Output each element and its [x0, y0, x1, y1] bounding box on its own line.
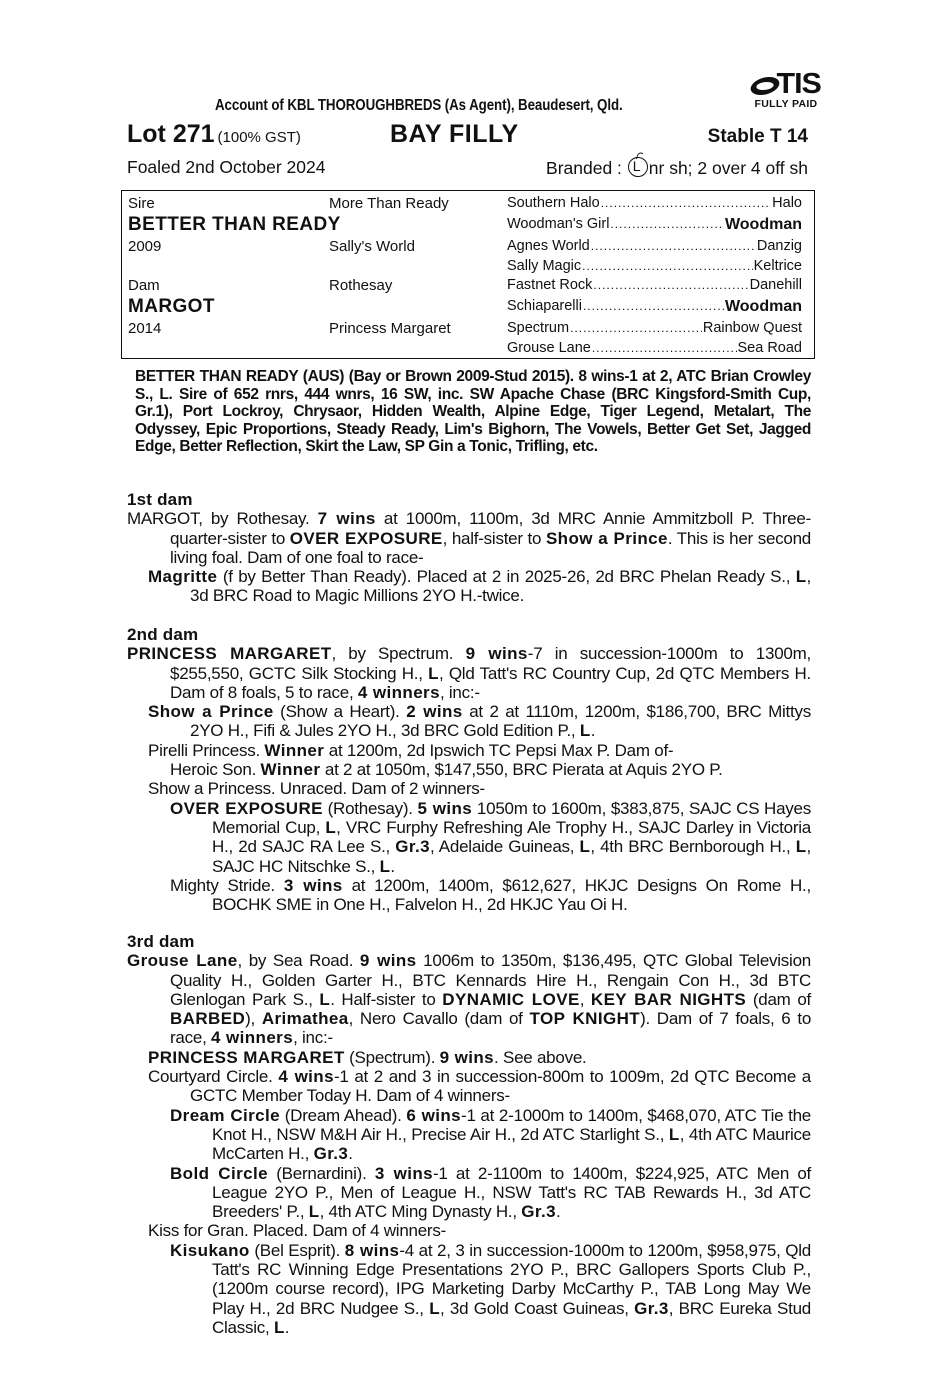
- progeny-entry: Pirelli Princess. Winner at 1200m, 2d Ipswich TC Pepsi Max P. Dam of-: [148, 740, 674, 760]
- first-dam-section: [127, 490, 811, 606]
- ancestor-sire: Danehill: [749, 277, 802, 293]
- lot-line: [127, 120, 811, 150]
- fourth-gen-row: [507, 216, 802, 234]
- fourth-gen-row: [507, 277, 802, 293]
- fourth-gen-row: [507, 238, 802, 254]
- dam-year: 2014: [128, 320, 162, 337]
- ancestor-name: Southern Halo: [507, 195, 600, 211]
- grand-progeny-entry: Dream Circle (Dream Ahead). 6 wins-1 at 2-1000m to 1400m, $468,070, ATC Tie the Knot H., NSW M&H Air H., Precise Air H., 2d ATC Starlight S., L, 4th ATC Maurice McCarten H., Gr.3.: [170, 1105, 811, 1164]
- dam-paragraph: Grouse Lane, by Sea Road. 9 wins 1006m to 1350m, $136,495, QTC Global Television Quality H., Golden Garter H., BTC Kennards Hire H., Rengain Con H., 3d BTC Glenlogan Park S., L. Half-sister to DYNAMIC LOVE, KEY BAR NIGHTS (dam of BARBED), Arimathea, Nero Cavallo (dam of TOP KNIGHT). Dam of 7 foals, 6 to race, 4 winners, inc:-: [127, 951, 812, 1048]
- sire-name: BETTER THAN READY: [128, 214, 341, 235]
- grand-progeny-entry: Heroic Son. Winner at 2 at 1050m, $147,550, BRC Pierata at Aquis 2YO P.: [170, 760, 723, 780]
- ancestor-name: Spectrum: [507, 320, 570, 336]
- progeny-entry: Kiss for Gran. Placed. Dam of 4 winners-: [148, 1221, 447, 1241]
- ancestor-sire: Danzig: [756, 238, 802, 254]
- progeny-entry: Show a Princess. Unraced. Dam of 2 winners-: [148, 779, 485, 799]
- fully-paid-label: FULLY PAID: [754, 98, 818, 110]
- ancestor-sire: Rainbow Quest: [702, 320, 802, 336]
- grand-progeny-entry: Mighty Stride. 3 wins at 1200m, 1400m, $612,627, HKJC Designs On Rome H., BOCHK SME in One H., Falvelon H., 2d HKJC Yau Oi H.: [170, 875, 811, 915]
- brand-apple-l-icon: [628, 157, 648, 177]
- fourth-gen-row: [507, 340, 802, 356]
- otis-logo: [744, 70, 828, 110]
- ancestor-name: Agnes World: [507, 238, 590, 254]
- otis-logo-mark: TIS: [751, 70, 820, 98]
- branded-label: Branded :: [546, 158, 622, 178]
- lot-label: Lot 271: [127, 120, 215, 148]
- branded-info: [546, 157, 808, 179]
- ancestor-sire: Woodman: [724, 298, 802, 315]
- section-heading: 2nd dam: [127, 625, 199, 644]
- ancestor-sire: Sea Road: [737, 340, 802, 356]
- pedigree-table: [121, 190, 815, 359]
- ancestor-name: Fastnet Rock: [507, 277, 593, 293]
- progeny-entry: Courtyard Circle. 4 wins-1 at 2 and 3 in succession-800m to 1009m, 2d QTC Become a GCTC Member Today H. Dam of 4 winners-: [148, 1067, 811, 1106]
- sire-sire: More Than Ready: [329, 195, 449, 212]
- dam-name: MARGOT: [128, 296, 215, 317]
- fourth-gen-row: [507, 298, 802, 316]
- sex-colour: BAY FILLY: [390, 120, 519, 148]
- grand-progeny-entry: OVER EXPOSURE (Rothesay). 5 wins 1050m to 1600m, $383,875, SAJC CS Hayes Memorial Cup, L, VRC Furphy Refreshing Ale Trophy H., SAJC Darley in Victoria H., 2d SAJC RA Lee S., Gr.3, Adelaide Guineas, L, 4th BRC Bernborough H., L, SAJC HC Nitschke S., L.: [170, 798, 812, 876]
- progeny-entry: Show a Prince (Show a Heart). 2 wins at 2 at 1110m, 1200m, $186,700, BRC Mittys 2YO H., Fifi & Jules 2YO H., 3d BRC Gold Edition P., L.: [148, 702, 811, 741]
- fourth-gen-row: [507, 258, 802, 274]
- sire-summary: BETTER THAN READY (AUS) (Bay or Brown 2009-Stud 2015). 8 wins-1 at 2, ATC Brian Crowley S., L. Sire of 652 rnrs, 444 wnrs, 16 SW, inc. SW Apache Chase (BRC Kingsford-Smith Cup, Gr.1), Port Lockroy, Chrysaor, Hidden Wealth, Alpine Edge, Tiger Legend, Metalart, The Odyssey, Epic Proportions, Steady Ready, Lim's Bighorn, The Vowels, Better Get Set, Jagged Edge, Better Reflection, Skirt the Law, SP Gin a Tonic, Trifling, etc.: [135, 368, 811, 455]
- lot-number: [127, 120, 301, 149]
- fourth-gen-row: [507, 320, 802, 336]
- progeny-entry: PRINCESS MARGARET (Spectrum). 9 wins. See above.: [148, 1047, 587, 1067]
- second-dam-section: [127, 625, 811, 914]
- branded-text: nr sh; 2 over 4 off sh: [648, 158, 808, 178]
- grand-progeny-entry: Kisukano (Bel Esprit). 8 wins-4 at 2, 3 in succession-1000m to 1200m, $958,975, Qld Tatt's RC Winning Edge Presentations 2YO P., BRC Gallopers Sports Club P., (1200m course record), IPG Marketing Darby McCarthy P., TAB Long May We Play H., 2d BRC Nudgee S., L, 3d Gold Coast Guineas, Gr.3, BRC Eureka Stud Classic, L.: [170, 1240, 811, 1337]
- third-dam-section: [127, 932, 811, 1337]
- sire-year: 2009: [128, 238, 162, 255]
- grand-progeny-entry: Bold Circle (Bernardini). 3 wins-1 at 2-1100m to 1400m, $224,925, ATC Men of League 2YO P., Men of League H., NSW Tatt's RC TAB Rewards H., 3d ATC Breeders' P., L, 4th ATC Ming Dynasty H., Gr.3.: [170, 1163, 811, 1222]
- progeny-entry: Magritte (f by Better Than Ready). Placed at 2 in 2025-26, 2d BRC Phelan Ready S., L, 3d BRC Road to Magic Millions 2YO H.-twice.: [148, 567, 811, 606]
- ancestor-name: Schiaparelli: [507, 298, 582, 314]
- ancestor-name: Woodman's Girl: [507, 216, 610, 232]
- sire-label: Sire: [128, 195, 155, 212]
- foaled-date: Foaled 2nd October 2024: [127, 157, 326, 177]
- ancestor-name: Sally Magic: [507, 258, 582, 274]
- gst-note: (100% GST): [217, 129, 301, 146]
- ancestor-sire: Halo: [772, 195, 802, 211]
- dam-sire: Rothesay: [329, 277, 393, 294]
- section-heading: 3rd dam: [127, 932, 195, 951]
- dam-paragraph: MARGOT, by Rothesay. 7 wins at 1000m, 1100m, 3d MRC Annie Ammitzboll P. Three-quarter-sister to OVER EXPOSURE, half-sister to Show a Prince. This is her second living foal. Dam of one foal to race-: [127, 509, 812, 567]
- section-heading: 1st dam: [127, 490, 193, 509]
- vendor-account: Account of KBL THOROUGHBREDS (As Agent), Beaudesert, Qld.: [215, 97, 623, 114]
- fourth-gen-row: [507, 195, 802, 211]
- dam-paragraph: PRINCESS MARGARET, by Spectrum. 9 wins-7 in succession-1000m to 1300m, $255,550, GCTC Silk Stocking H., L, Qld Tatt's RC Country Cup, 2d QTC Members H. Dam of 8 foals, 5 to race, 4 winners, inc:-: [127, 644, 811, 702]
- ancestor-name: Grouse Lane: [507, 340, 591, 356]
- dam-dam: Princess Margaret: [329, 320, 451, 337]
- stable-location: Stable T 14: [707, 126, 808, 147]
- ancestor-sire: Woodman: [724, 216, 802, 233]
- ancestor-sire: Keltrice: [753, 258, 802, 274]
- sire-dam: Sally's World: [329, 238, 415, 255]
- dam-label: Dam: [128, 277, 160, 294]
